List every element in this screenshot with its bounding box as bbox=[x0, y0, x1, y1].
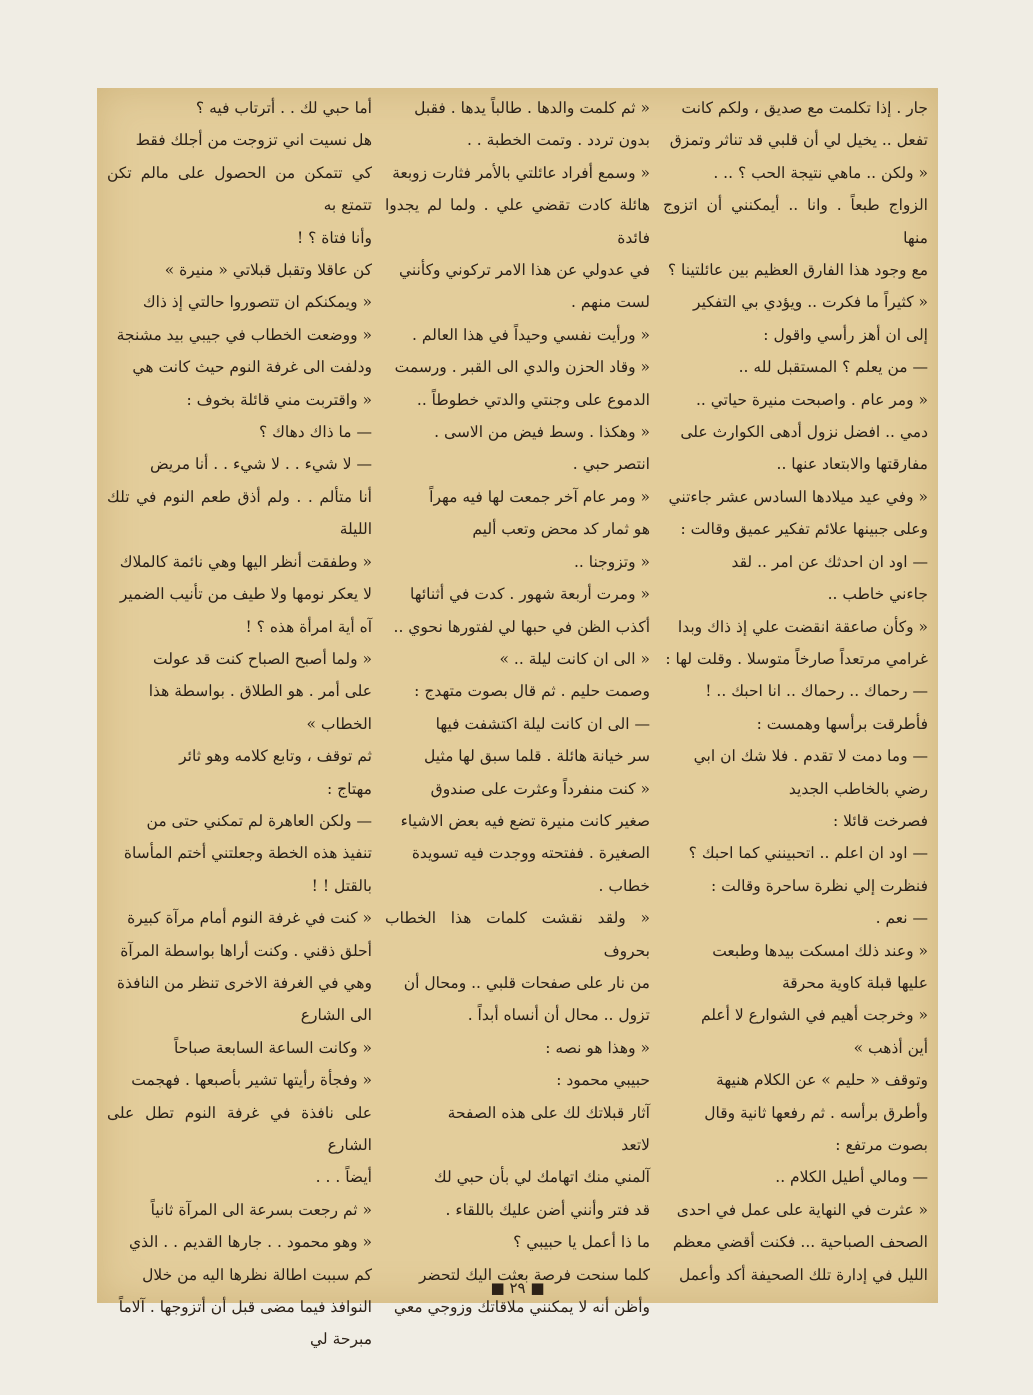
text-line: — من يعلم ؟ المستقبل لله .. bbox=[738, 358, 928, 377]
text-line: — ومالي أطيل الكلام .. bbox=[775, 1168, 928, 1187]
column-left bbox=[107, 92, 372, 1349]
text-line: « وفجأة رأيتها تشير بأصبعها . فهجمت bbox=[131, 1071, 372, 1090]
magazine-page bbox=[97, 88, 938, 1349]
text-line: لاتعد bbox=[621, 1136, 650, 1154]
text-line: فأطرقت برأسها وهمست : bbox=[756, 714, 928, 733]
text-line: مبرحة لي bbox=[310, 1330, 372, 1349]
text-line: هل نسيت اني تزوجت من أجلك فقط bbox=[135, 131, 372, 150]
text-line: الى الشارع bbox=[300, 1006, 372, 1025]
text-line: وأظن أنه لا يمكنني ملاقاتك وزوجي معي bbox=[393, 1298, 650, 1317]
text-line: « ولكن .. ماهي نتيجة الحب ؟ .. . bbox=[713, 163, 928, 182]
text-line: آثار قبلاتك لك على هذه الصفحة bbox=[447, 1103, 650, 1122]
text-line: بالقتل ! ! bbox=[311, 876, 372, 895]
text-line: صغير كانت منيرة تضع فيه بعض الاشياء bbox=[400, 811, 650, 830]
text-line: وعلى جبينها علائم تفكير عميق وقالت : bbox=[680, 520, 928, 539]
text-line: أين أذهب » bbox=[853, 1038, 928, 1057]
text-line: الزواج طبعاً . وانا .. أيمكنني أن اتزوج منها bbox=[663, 196, 928, 247]
text-line: على أمر . هو الطلاق . بواسطة هذا bbox=[148, 682, 372, 701]
text-line: كم سببت اطالة نظرها اليه من خلال bbox=[142, 1265, 372, 1284]
text-line: آلمني منك اتهامك لي بأن حبي لك bbox=[433, 1168, 650, 1187]
text-line: تفعل .. يخيل لي أن قلبي قد تناثر وتمزق bbox=[669, 131, 928, 150]
text-line: كي تتمكن من الحصول على مالم تكن تتمتع به bbox=[107, 163, 372, 215]
text-line: تزول .. محال أن أنساه أبداً . bbox=[467, 1006, 650, 1025]
text-line: « ولقد نقشت كلمات هذا الخطاب بحروف bbox=[385, 909, 650, 960]
text-line: لا يعكر نومها ولا طيف من تأنيب الضمير bbox=[119, 585, 372, 604]
text-line: غرامي مرتعداً صارخاً متوسلا . وقلت لها : bbox=[665, 649, 928, 668]
text-line: « وكأن صاعقة انقضت علي إذ ذاك وبدا bbox=[677, 617, 928, 636]
text-line: « وسمع أفراد عائلتي بالأمر فثارت زوبعة bbox=[392, 163, 650, 182]
text-line: « وطفقت أنظر اليها وهي نائمة كالملاك bbox=[119, 552, 372, 571]
text-line: « ومر عام . واصبحت منيرة حياتي .. bbox=[695, 390, 928, 409]
text-line: « وكانت الساعة السابعة صباحاً bbox=[174, 1038, 372, 1057]
text-line: دمي .. افضل نزول أدهى الكوارث على bbox=[680, 423, 928, 442]
text-line: خطاب . bbox=[598, 876, 650, 895]
text-line: « ولما أصبح الصباح كنت قد عولت bbox=[153, 649, 372, 668]
text-line: الصحف الصباحية ... فكنت أقضي معظم bbox=[672, 1233, 928, 1252]
text-line: أنا متألم . . ولم أذق طعم النوم في تلك الليلة bbox=[107, 487, 372, 539]
text-line: « ومر عام آخر جمعت لها فيه مهراً bbox=[429, 487, 650, 506]
text-line: — اود ان اعلم .. اتحبينني كما احبك ؟ bbox=[688, 844, 928, 863]
text-line: في عدولي عن هذا الامر تركوني وكأنني bbox=[398, 261, 650, 280]
text-line: — ما ذاك دهاك ؟ bbox=[258, 423, 372, 442]
text-line: « وهكذا . وسط فيض من الاسى . bbox=[434, 423, 650, 442]
text-line: الصغيرة . ففتحته ووجدت فيه تسويدة bbox=[411, 844, 650, 863]
text-line: وصمت حليم . ثم قال بصوت متهدج : bbox=[414, 682, 650, 701]
text-line: سر خيانة هائلة . قلما سبق لها مثيل bbox=[423, 747, 650, 766]
text-line: « وهذا هو نصه : bbox=[545, 1038, 650, 1057]
text-line: فصرخت قائلا : bbox=[833, 811, 928, 830]
text-line: — الى ان كانت ليلة اكتشفت فيها bbox=[435, 714, 650, 733]
text-line: لست منهم . bbox=[571, 293, 650, 312]
text-line: انتصر حبي . bbox=[572, 455, 650, 474]
text-line: « كثيراً ما فكرت .. ويؤدي بي التفكير bbox=[693, 293, 928, 312]
text-line: وأطرق برأسه . ثم رفعها ثانية وقال bbox=[704, 1103, 928, 1122]
text-line: بصوت مرتفع : bbox=[835, 1136, 928, 1154]
text-line: أما حبي لك . . أترتاب فيه ؟ bbox=[195, 99, 372, 117]
column-right bbox=[663, 92, 928, 1284]
text-line: « وتزوجنا .. bbox=[573, 552, 650, 571]
text-line: مفارقتها والابتعاد عنها .. bbox=[776, 455, 928, 474]
text-line: — لا شيء . . لا شيء . . أنا مريض bbox=[149, 455, 372, 474]
text-line: كلما سنحت فرصة بعثت اليك لتحضر bbox=[418, 1265, 650, 1284]
text-line: النوافذ فيما مضى قبل أن أتزوجها . آلاماً bbox=[118, 1298, 372, 1317]
text-line: الليل في إدارة تلك الصحيفة أكد وأعمل bbox=[679, 1265, 928, 1284]
text-line: مهتاج : bbox=[326, 779, 372, 798]
text-line: تنفيذ هذه الخطة وجعلتني أختم المأساة bbox=[123, 844, 372, 863]
page-number: ■ ٢٩ ■ bbox=[490, 1279, 545, 1297]
text-line: — رحماك .. رحماك .. انا احبك .. ! bbox=[705, 682, 928, 701]
text-line: قد فتر وأنني أضن عليك باللقاء . bbox=[445, 1200, 650, 1219]
text-line: « كنت منفرداً وعثرت على صندوق bbox=[430, 779, 650, 798]
text-line: « ومرت أربعة شهور . كدت في أثنائها bbox=[410, 585, 650, 604]
text-line: بدون تردد . وتمت الخطبة . . bbox=[466, 131, 650, 150]
text-line: « ورأيت نفسي وحيداً في هذا العالم . bbox=[411, 325, 650, 344]
text-line: مع وجود هذا الفارق العظيم بين عائلتينا ؟ bbox=[667, 261, 928, 280]
text-line: ما ذا أعمل يا حبيبي ؟ bbox=[513, 1233, 650, 1252]
text-line: جار . إذا تكلمت مع صديق ، ولكم كانت bbox=[681, 99, 928, 117]
text-line: « الى ان كانت ليلة .. » bbox=[499, 649, 650, 668]
text-line: هائلة كادت تقضي علي . ولما لم يجدوا فائدة bbox=[385, 196, 650, 247]
text-line: على نافذة في غرفة النوم تطل على الشارع bbox=[107, 1103, 372, 1154]
text-line: ودلفت الى غرفة النوم حيث كانت هي bbox=[132, 358, 372, 377]
text-line: وهي في الغرفة الاخرى تنظر من النافذة bbox=[116, 973, 372, 992]
text-line: « عثرت في النهاية على عمل في احدى bbox=[676, 1200, 928, 1219]
text-line: جاءني خاطب .. bbox=[827, 585, 928, 604]
text-line: من نار على صفحات قلبي .. ومحال أن bbox=[403, 973, 650, 992]
text-line: — نعم . bbox=[875, 909, 928, 928]
text-line: هو ثمار كد محض وتعب أليم bbox=[472, 520, 650, 539]
text-line: — ولكن العاهرة لم تمكني حتى من bbox=[146, 811, 372, 830]
text-line: فنظرت إلي نظرة ساحرة وقالت : bbox=[711, 876, 928, 895]
text-line: « وفي عيد ميلادها السادس عشر جاءتني bbox=[668, 487, 928, 506]
text-line: « ثم كلمت والدها . طالباً يدها . فقبل bbox=[414, 99, 650, 117]
text-line: آه أية امرأة هذه ؟ ! bbox=[245, 617, 372, 636]
text-line: الدموع على وجنتي والدتي خطوطاً .. bbox=[416, 390, 650, 409]
text-line: عليها قبلة كاوية محرقة bbox=[781, 973, 928, 992]
text-line: — اود ان احدثك عن امر .. لقد bbox=[731, 552, 928, 571]
text-line: الخطاب » bbox=[306, 714, 372, 733]
text-line: أكذب الظن في حبها لي لفتورها نحوي .. bbox=[393, 617, 650, 636]
text-line: « ثم رجعت بسرعة الى المرآة ثانياً bbox=[150, 1200, 372, 1219]
text-line: ثم توقف ، وتابع كلامه وهو ثائر bbox=[179, 747, 372, 766]
text-line: أحلق ذقني . وكنت أراها بواسطة المرآة bbox=[120, 941, 372, 960]
text-line: « وقاد الحزن والدي الى القبر . ورسمت bbox=[394, 358, 650, 377]
text-line: « واقتربت مني قائلة بخوف : bbox=[186, 390, 372, 409]
text-line: « وعند ذلك امسكت بيدها وطبعت bbox=[712, 941, 928, 960]
text-line: — وما دمت لا تقدم . فلا شك ان ابي bbox=[693, 747, 928, 766]
text-line: وأنا فتاة ؟ ! bbox=[297, 228, 372, 247]
text-line: « وخرجت أهيم في الشوارع لا أعلم bbox=[700, 1006, 928, 1025]
text-line: رضي بالخاطب الجديد bbox=[788, 779, 928, 798]
text-line: أيضاً . . . bbox=[315, 1168, 372, 1187]
text-line: « كنت في غرفة النوم أمام مرآة كبيرة bbox=[127, 909, 372, 928]
text-line: « وهو محمود . . جارها القديم . . الذي bbox=[129, 1233, 372, 1252]
text-line: حبيبي محمود : bbox=[556, 1071, 650, 1090]
text-line: « ويمكنكم ان تتصوروا حالتي إذ ذاك bbox=[142, 293, 372, 312]
text-line: إلى ان أهز رأسي واقول : bbox=[763, 325, 928, 344]
text-line: وتوقف « حليم » عن الكلام هنيهة bbox=[716, 1071, 928, 1090]
text-line: « ووضعت الخطاب في جيبي بيد مشنجة bbox=[116, 325, 372, 344]
text-line: كن عاقلا وتقبل قبلاتي « منيرة » bbox=[164, 261, 372, 280]
